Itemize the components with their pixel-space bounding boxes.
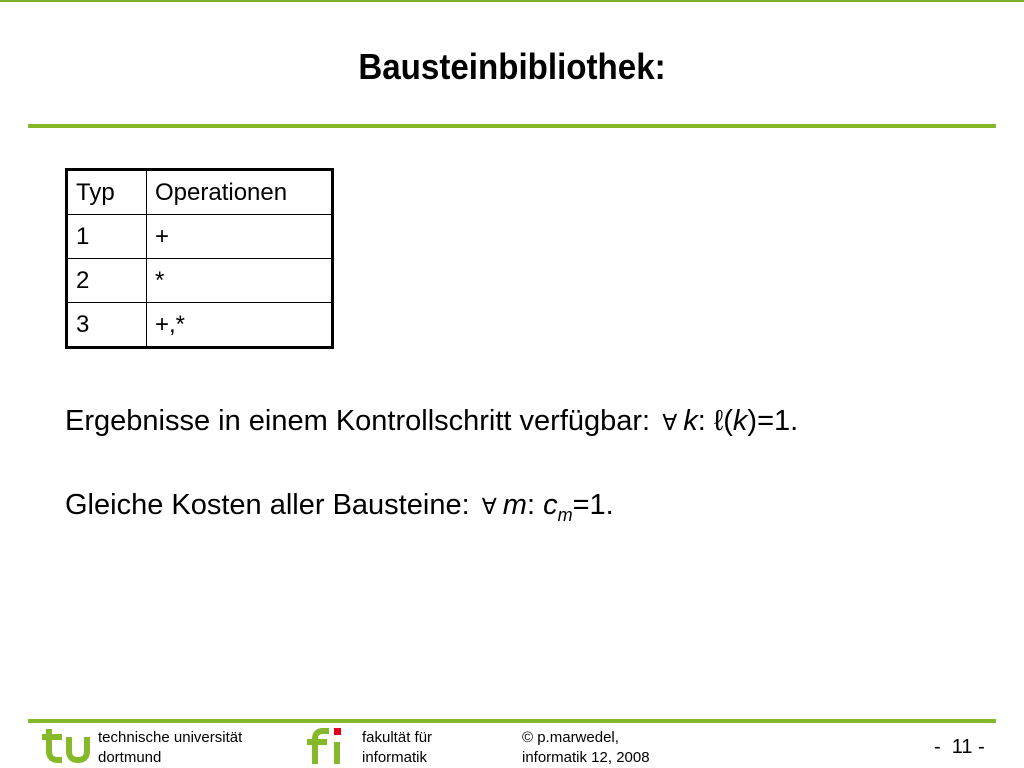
footer-faculty-line1: fakultät für bbox=[362, 729, 433, 746]
table-cell-typ: 2 bbox=[67, 259, 147, 303]
table-header-row bbox=[67, 170, 333, 215]
tu-logo-icon bbox=[40, 727, 92, 765]
variable-m: m bbox=[502, 489, 527, 521]
colon: : bbox=[526, 489, 544, 521]
footer-university-line2: dortmund bbox=[98, 749, 162, 766]
table-cell-typ: 3 bbox=[67, 303, 147, 348]
open-paren: ( bbox=[723, 405, 733, 437]
equation-tail: )=1. bbox=[747, 405, 799, 437]
variable-k: k bbox=[683, 405, 698, 437]
forall-symbol: ∀ bbox=[481, 495, 497, 520]
table-row bbox=[67, 303, 333, 348]
title-divider bbox=[28, 124, 996, 128]
footer-university-line1: technische universität bbox=[98, 729, 243, 746]
statement-equal-costs bbox=[65, 489, 614, 526]
top-accent-line bbox=[0, 0, 1024, 2]
statement-text: Gleiche Kosten aller Bausteine: bbox=[65, 489, 470, 521]
statement-text: Ergebnisse in einem Kontrollschritt verfügbar: bbox=[65, 405, 651, 437]
table-cell-operationen: * bbox=[147, 259, 333, 303]
table-cell-operationen: +,* bbox=[147, 303, 333, 348]
footer-copyright-line2: informatik 12, 2008 bbox=[522, 749, 650, 766]
ell-symbol: ℓ bbox=[713, 405, 724, 437]
table-row bbox=[67, 215, 333, 259]
operations-table bbox=[65, 168, 334, 349]
colon: : bbox=[697, 405, 714, 437]
page-number: - 11 - bbox=[934, 736, 985, 758]
footer-university bbox=[98, 728, 242, 768]
table-header-operationen: Operationen bbox=[147, 170, 333, 215]
table-row bbox=[67, 259, 333, 303]
footer-faculty-line2: informatik bbox=[362, 749, 428, 766]
table-cell-operationen: + bbox=[147, 215, 333, 259]
statement-results-available bbox=[65, 405, 798, 438]
variable-k-arg: k bbox=[732, 405, 748, 437]
equation-tail: =1. bbox=[572, 489, 614, 521]
footer-copyright bbox=[522, 728, 650, 768]
footer-faculty bbox=[362, 728, 432, 768]
footer-divider bbox=[28, 719, 996, 723]
table-cell-typ: 1 bbox=[67, 215, 147, 259]
slide-title: Bausteinbibliothek: bbox=[358, 46, 666, 87]
variable-c: c bbox=[543, 489, 558, 521]
forall-symbol: ∀ bbox=[662, 411, 678, 436]
footer-copyright-line1: © p.marwedel, bbox=[522, 729, 619, 746]
fi-logo-icon bbox=[305, 727, 353, 765]
subscript-m: m bbox=[557, 504, 573, 525]
table-header-typ: Typ bbox=[67, 170, 147, 215]
